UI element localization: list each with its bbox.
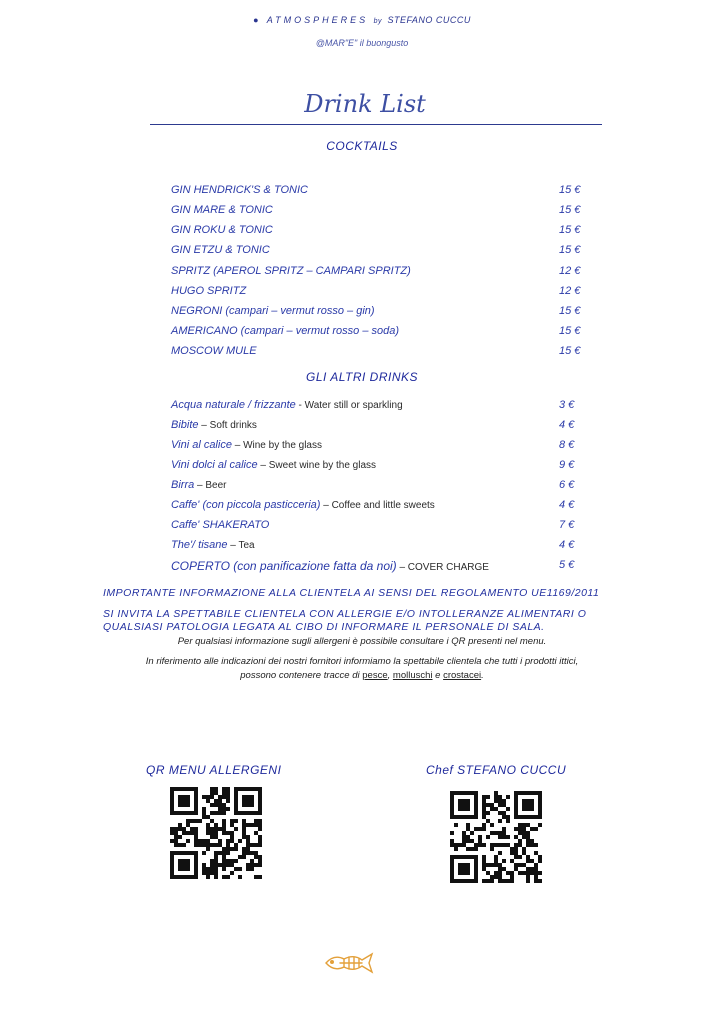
separator: . <box>481 670 484 681</box>
item-name: GIN ROKU & TONIC <box>171 224 273 236</box>
notice-line: SI INVITA LA SPETTABILE CLIENTELA CON ALLERGIE E/O INTOLLERANZE ALIMENTARI O <box>103 608 587 620</box>
qr-allergens-label: QR MENU ALLERGENI <box>146 763 282 777</box>
item-title: Acqua naturale / frizzante <box>171 399 296 411</box>
item-name <box>171 519 269 531</box>
item-desc: – Beer <box>194 480 227 491</box>
qr-code-chef[interactable] <box>450 791 542 883</box>
menu-item <box>171 499 586 519</box>
header-subtitle: @MAR"E" il buongusto <box>315 38 409 48</box>
title-divider <box>150 124 602 125</box>
menu-item <box>171 519 586 539</box>
item-price: 15 € <box>559 305 581 317</box>
item-name: GIN MARE & TONIC <box>171 204 273 216</box>
menu-item <box>171 265 586 285</box>
item-price: 5 € <box>559 559 575 571</box>
cocktails-heading: COCKTAILS <box>326 139 398 153</box>
item-name <box>171 399 403 411</box>
item-title: Vini dolci al calice <box>171 459 258 471</box>
item-price: 4 € <box>559 539 575 551</box>
item-price: 15 € <box>559 325 581 337</box>
notice-info <box>0 670 724 681</box>
brand-chef: STEFANO CUCCU <box>387 15 471 25</box>
notice-info: In riferimento alle indicazioni dei nostri fornitori informiamo la spettabile clientela che tutti i prodotti ittici, <box>145 656 579 667</box>
allergen-fish: pesce <box>362 670 388 681</box>
notice-text: possono contenere tracce di <box>240 670 363 681</box>
item-price: 15 € <box>559 345 581 357</box>
menu-item <box>171 305 586 325</box>
menu-item <box>171 244 586 264</box>
item-name <box>171 539 255 551</box>
brand-by: by <box>373 18 382 25</box>
item-name <box>171 559 489 573</box>
menu-item <box>171 479 586 499</box>
item-title: Vini al calice <box>171 439 232 451</box>
fish-logo-icon <box>322 950 376 976</box>
dot-icon: ● <box>253 15 262 25</box>
item-price: 12 € <box>559 265 581 277</box>
item-name: GIN ETZU & TONIC <box>171 244 270 256</box>
menu-item <box>171 399 586 419</box>
allergen-crustaceans: crostacei <box>443 670 482 681</box>
menu-item <box>171 184 586 204</box>
qr-code-allergens[interactable] <box>170 787 262 879</box>
item-price: 15 € <box>559 204 581 216</box>
menu-item <box>171 459 586 479</box>
item-name: NEGRONI (campari – vermut rosso – gin) <box>171 305 375 317</box>
item-name <box>171 419 257 431</box>
separator: , <box>387 670 393 681</box>
other-drinks-heading: GLI ALTRI DRINKS <box>305 370 419 384</box>
item-desc: – Soft drinks <box>198 420 257 431</box>
item-price: 4 € <box>559 419 575 431</box>
item-name <box>171 459 376 471</box>
item-name <box>171 439 322 451</box>
allergen-molluscs: molluschi <box>392 670 433 681</box>
item-price: 15 € <box>559 184 581 196</box>
item-title: Caffe' (con piccola pasticceria) <box>171 499 321 511</box>
item-name: GIN HENDRICK'S & TONIC <box>171 184 308 196</box>
item-name <box>171 499 435 511</box>
item-price: 9 € <box>559 459 575 471</box>
item-desc: – COVER CHARGE <box>396 562 489 573</box>
item-name: HUGO SPRITZ <box>171 285 247 297</box>
item-name: AMERICANO (campari – vermut rosso – soda) <box>171 325 400 337</box>
item-title: Caffe' SHAKERATO <box>171 519 270 531</box>
item-price: 8 € <box>559 439 575 451</box>
item-desc: – Coffee and little sweets <box>320 500 435 511</box>
menu-item <box>171 439 586 459</box>
item-title: COPERTO (con panificazione fatta da noi) <box>171 559 397 573</box>
item-price: 4 € <box>559 499 575 511</box>
menu-item <box>171 204 586 224</box>
item-name <box>171 479 226 491</box>
menu-item <box>171 419 586 439</box>
separator: e <box>432 670 444 681</box>
notice-line: QUALSIASI PATOLOGIA LEGATA AL CIBO DI INFORMARE IL PERSONALE DI SALA. <box>103 621 545 633</box>
item-price: 15 € <box>559 224 581 236</box>
page-title: Drink List <box>304 90 426 118</box>
menu-item <box>171 559 586 579</box>
menu-item <box>171 224 586 244</box>
qr-chef-label: Chef STEFANO CUCCU <box>426 763 567 777</box>
item-name: SPRITZ (APEROL SPRITZ – CAMPARI SPRITZ) <box>171 265 411 277</box>
item-price: 12 € <box>559 285 581 297</box>
item-desc: - Water still or sparkling <box>295 400 403 411</box>
item-price: 15 € <box>559 244 581 256</box>
header-brand <box>0 15 724 25</box>
menu-item <box>171 285 586 305</box>
item-price: 6 € <box>559 479 575 491</box>
item-price: 7 € <box>559 519 575 531</box>
item-title: Birra <box>171 479 195 491</box>
item-title: The'/ tisane <box>171 539 228 551</box>
menu-item <box>171 539 586 559</box>
item-desc: – Wine by the glass <box>231 440 322 451</box>
notice-info: Per qualsiasi informazione sugli allergeni è possibile consultare i QR presenti nel menu. <box>177 636 547 647</box>
notice-title: IMPORTANTE INFORMAZIONE ALLA CLIENTELA AI SENSI DEL REGOLAMENTO UE1169/2011 <box>103 587 600 599</box>
brand-name: ATMOSPHERES <box>266 15 369 25</box>
item-desc: – Tea <box>227 540 255 551</box>
item-title: Bibite <box>171 419 199 431</box>
menu-item <box>171 325 586 345</box>
item-desc: – Sweet wine by the glass <box>257 460 377 471</box>
item-name: MOSCOW MULE <box>171 345 257 357</box>
item-price: 3 € <box>559 399 575 411</box>
menu-item <box>171 345 586 365</box>
